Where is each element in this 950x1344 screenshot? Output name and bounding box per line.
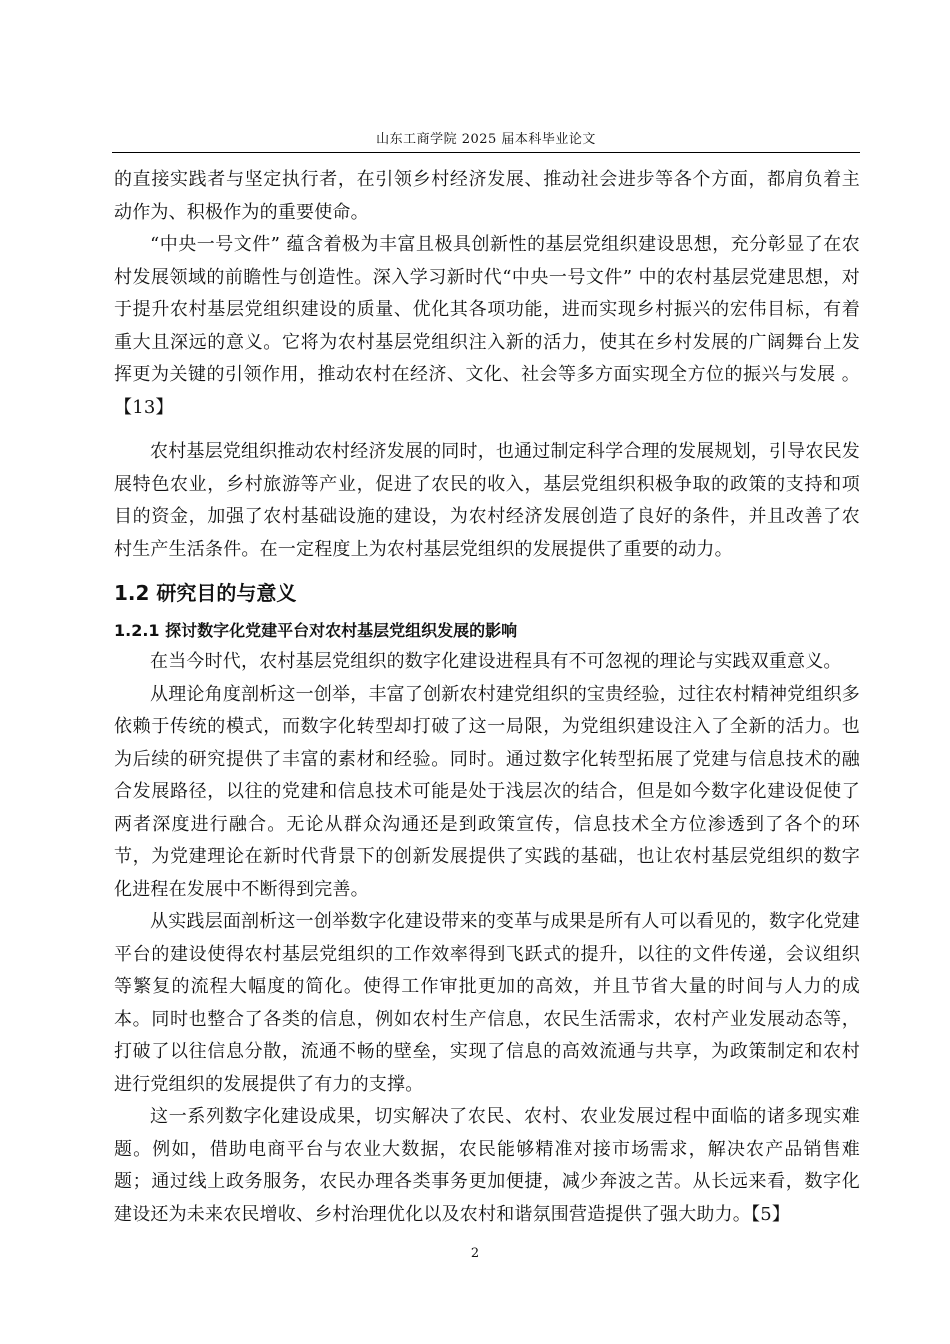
paragraph-4: 在当今时代，农村基层党组织的数字化建设进程具有不可忽视的理论与实践双重意义。 [150, 651, 842, 672]
section-heading: 1.2 研究目的与意义 [114, 581, 297, 605]
paragraph-3: 农村基层党组织推动农村经济发展的同时，也通过制定科学合理的发展规划，引导农民发展特色农业，乡村旅游等产业，促进了农民的收入，基层党组织积极争取的政策的支持和项目的资金，加强了农村基础设施的建设，为农村经济发展创造了良好的条件，并且改善了农村生产生活条件。在一定程度上为农村基层党组织的发展提供了重要的动力。 [114, 441, 860, 560]
paragraph-6: 从实践层面剖析这一创举数字化建设带来的变革与成果是所有人可以看见的，数字化党建平台的建设使得农村基层党组织的工作效率得到飞跃式的提升，以往的文件传递，会议组织等繁复的流程大幅度的简化。使得工作审批更加的高效，并且节省大量的时间与人力的成本。同时也整合了各类的信息，例如农村生产信息，农民生活需求，农村产业发展动态等，打破了以往信息分散，流通不畅的壁垒，实现了信息的高效流通与共享，为政策制定和农村进行党组织的发展提供了有力的支撑。 [114, 911, 860, 1095]
running-header: 山东工商学院 2025 届本科毕业论文 [376, 132, 596, 147]
subsection-heading: 1.2.1 探讨数字化党建平台对农村基层党组织发展的影响 [114, 621, 518, 640]
paragraph-5: 从理论角度剖析这一创举，丰富了创新农村建党组织的宝贵经验，过往农村精神党组织多依赖于传统的模式，而数字化转型却打破了这一局限，为党组织建设注入了全新的活力。也为后续的研究提供了丰富的素材和经验。同时。通过数字化转型拓展了党建与信息技术的融合发展路径，以往的党建和信息技术可能是处于浅层次的结合，但是如今数字化建设促使了两者深度进行融合。无论从群众沟通还是到政策宣传，信息技术全方位渗透到了各个的环节，为党建理论在新时代背景下的创新发展提供了实践的基础，也让农村基层党组织的数字化进程在发展中不断得到完善。 [114, 683, 860, 900]
paragraph-1: 的直接实践者与坚定执行者，在引领乡村经济发展、推动社会进步等各个方面，都肩负着主动作为、积极作为的重要使命。 [114, 169, 860, 223]
paragraph-2: “中央一号文件” 蕴含着极为丰富且极具创新性的基层党组织建设思想，充分彰显了在农村发展领域的前瞻性与创造性。深入学习新时代“中央一号文件” 中的农村基层党建思想，对于提升农村基层党组织建设的质量、优化其各项功能，进而实现乡村振兴的宏伟目标，有着重大且深远的意义。它将为农村基层党组织注入新的活力，使其在乡村发展的广阔舞台上发挥更为关键的引领作用，推动农村在经济、文化、社会等多方面实现全方位的振兴与发展 。【13】 [114, 234, 860, 418]
body-text [114, 164, 860, 1231]
header-rule [112, 152, 860, 153]
paragraph-7: 这一系列数字化建设成果，切实解决了农民、农村、农业发展过程中面临的诸多现实难题。例如，借助电商平台与农业大数据，农民能够精准对接市场需求，解决农产品销售难题；通过线上政务服务，农民办理各类事务更加便捷，减少奔波之苦。从长远来看，数字化建设还为未来农民增收、乡村治理优化以及农村和谐氛围营造提供了强大助力。【5】 [114, 1106, 860, 1225]
page-number: 2 [470, 1246, 480, 1261]
